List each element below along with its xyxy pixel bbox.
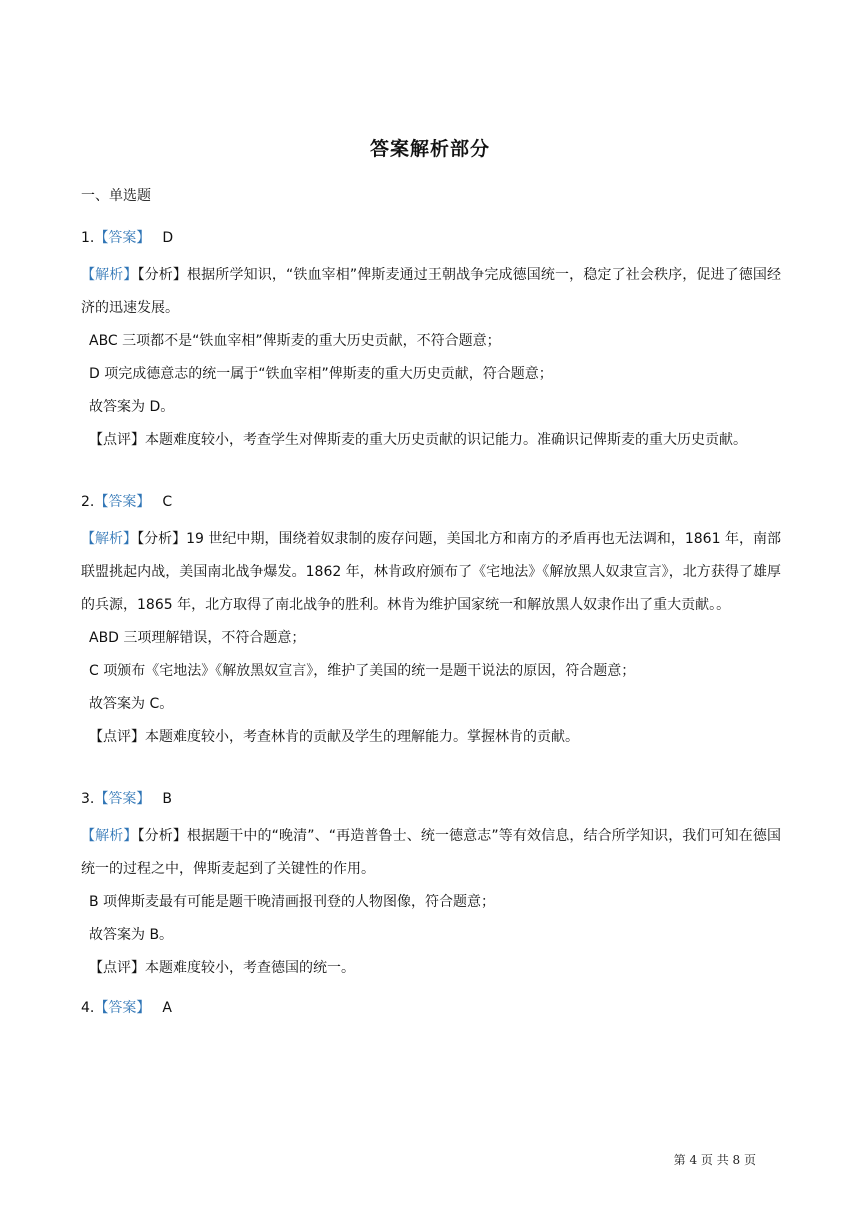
analysis-paragraph: [81, 820, 781, 886]
answer-value: C: [162, 494, 173, 510]
analysis-text: 【分析】根据题干中的“晚清”、“再造普鲁士、统一德意志”等有效信息，结合所学知识，我们可知在德国统一的过程之中，俾斯麦起到了关键性的作用。: [81, 828, 782, 877]
option-note: ABC 三项都不是“铁血宰相”俾斯麦的重大历史贡献，不符合题意；: [89, 333, 501, 349]
question-1: [81, 227, 781, 457]
answer-line: [81, 491, 781, 513]
analysis-tag: 【解析】: [81, 267, 138, 283]
section-heading: 一、单选题: [81, 188, 151, 204]
answer-line: [81, 227, 781, 249]
conclusion: 故答案为 B。: [89, 927, 174, 943]
question-4: [81, 997, 781, 1019]
answer-line: [81, 997, 781, 1019]
analysis-tag: 【解析】: [81, 828, 138, 844]
analysis-text: 【分析】根据所学知识，“铁血宰相”俾斯麦通过王朝战争完成德国统一，稳定了社会秩序，促进了德国经济的迅速发展。: [81, 267, 781, 316]
comment: 【点评】本题难度较小，考查学生对俾斯麦的重大历史贡献的识记能力。准确识记俾斯麦的重大历史贡献。: [89, 432, 747, 448]
answer-tag: 【答案】: [94, 494, 151, 510]
answer-value: D: [162, 230, 174, 246]
answer-tag: 【答案】: [94, 230, 151, 246]
answer-value: B: [162, 791, 172, 807]
option-note: C 项颁布《宅地法》《解放黑奴宣言》，维护了美国的统一是题干说法的原因，符合题意；: [89, 663, 636, 679]
page-footer: 第 4 页 共 8 页: [673, 1153, 756, 1167]
question-number: 2.: [81, 494, 95, 510]
conclusion: 故答案为 D。: [89, 399, 175, 415]
answer-value: A: [162, 1000, 172, 1016]
question-3: [81, 788, 781, 985]
question-number: 4.: [81, 1000, 95, 1016]
analysis-paragraph: [81, 259, 781, 325]
comment: 【点评】本题难度较小，考查林肯的贡献及学生的理解能力。掌握林肯的贡献。: [89, 729, 579, 745]
analysis-paragraph: [81, 523, 781, 622]
analysis-text: 【分析】19 世纪中期，围绕着奴隶制的废存问题，美国北方和南方的矛盾再也无法调和，1861 年，南部联盟挑起内战，美国南北战争爆发。1862 年，林肯政府颁布了《宅地法》《解放黑人奴隶宣言》，北方获得了雄厚的兵源，1865 年，北方取得了南北战争的胜利。林肯为维护国家统一和解放黑人奴隶作出了重大贡献。。: [81, 531, 782, 613]
question-2: [81, 491, 781, 754]
answer-tag: 【答案】: [94, 791, 151, 807]
question-number: 1.: [81, 230, 95, 246]
option-note: ABD 三项理解错误，不符合题意；: [89, 630, 306, 646]
answer-line: [81, 788, 781, 810]
option-note: D 项完成德意志的统一属于“铁血宰相”俾斯麦的重大历史贡献，符合题意；: [89, 366, 553, 382]
conclusion: 故答案为 C。: [89, 696, 174, 712]
option-note: B 项俾斯麦最有可能是题干晚清画报刊登的人物图像，符合题意；: [89, 894, 496, 910]
answer-tag: 【答案】: [94, 1000, 151, 1016]
analysis-tag: 【解析】: [81, 531, 138, 547]
page-title: 答案解析部分: [369, 138, 490, 160]
comment: 【点评】本题难度较小，考查德国的统一。: [89, 960, 355, 976]
answer-content: [81, 185, 781, 1029]
question-number: 3.: [81, 791, 95, 807]
